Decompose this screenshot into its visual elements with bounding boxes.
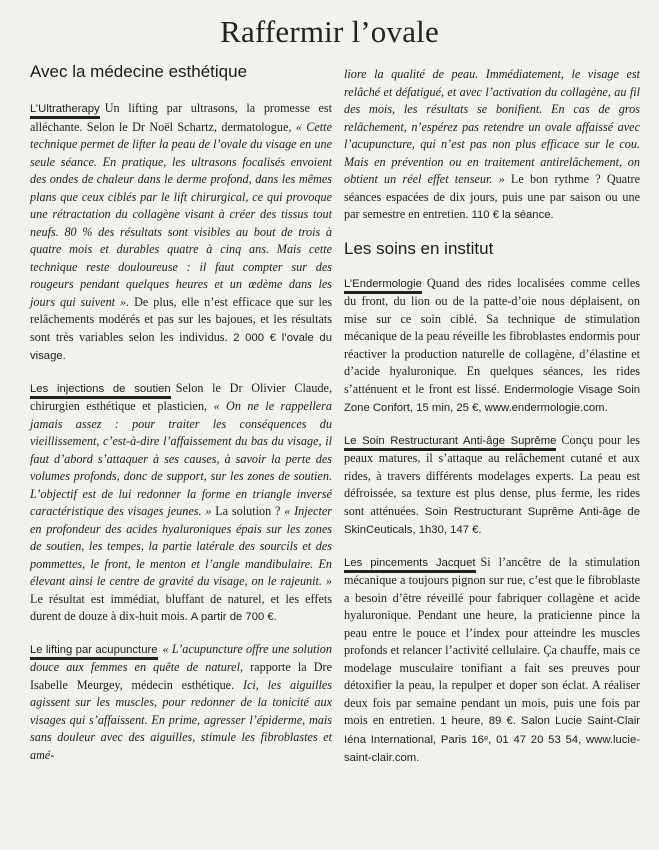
jacquet-text: Si l’ancêtre de la stimulation mécanique a toujours pignon sur rue, c’est que le fibroblaste a besoin d’être réveillé pour fabriquer collagène et acide hyaluronique. Pendant une heure, la praticienne pince la peau entre le pouce et l’index pour atteindre les muscles profonds et relancer l’activité cellulaire. Ça chauffe, mais ce modelage musculaire tonifiant a fait ses preuves pour détoxifier la peau, la repulper et doper son éclat. A réaliser deux fois par semaine pendant un mois, puis une fois par mois en entretien.: [344, 554, 640, 727]
page-title: Raffermir l’ovale: [220, 14, 439, 49]
section-heading-institut: Les soins en institut: [344, 238, 494, 258]
injections-quote-1: « On ne le rappellera jamais assez : pour traiter les conséquences du vieillissement, c’est-à-dire l’affaissement du bas du visage, il faut d’abord s’attaquer à ses causes, à savoir la perte des volumes profonds, donc de support, sur les zones de soutien. L’objectif est de lui redonner la forme en triangle inversé caractéristique des visages jeunes. »: [30, 399, 332, 518]
paragraph-ultratherapy: [30, 100, 332, 366]
paragraph-jacquet: [344, 554, 640, 768]
paragraph-soin-restructurant: [344, 432, 640, 540]
acupuncture-mid: rapporte la Dre Isabelle Meurgey, médecin esthétique.: [30, 660, 332, 692]
injections-rest: Le résultat est immédiat, bluffant de naturel, et les effets durent de douze à dix-huit mois.: [30, 591, 332, 623]
left-column: [30, 62, 332, 778]
acupuncture-price: 110 € la séance.: [471, 209, 554, 221]
ultratherapy-intro: Un lifting par ultrasons, la promesse est alléchante. Selon le Dr Noël Schartz, dermatologue,: [30, 101, 332, 134]
kicker-jacquet: Les pincements Jacquet: [344, 557, 476, 573]
kicker-injections: Les injections de soutien: [30, 383, 171, 399]
ultratherapy-rest: De plus, elle n’est efficace que sur les relâchements modérés et pas sur les bajoues, et les résultats sont très variables selon les individus.: [30, 294, 332, 344]
endermologie-text: Quand des rides localisées comme celles du front, du lion ou de la patte-d’oie nous déplaisent, on mise sur ce soin ciblé. Sa technique de stimulation mécanique de la peau réveille les fibroblastes endormis pour réactiver la production naturelle de collagène, d’élastine et d’acide hyaluronique. En quelques séances, les rides s’atténuent et le front est lissé.: [344, 275, 640, 396]
acupuncture-cont-quote: liore la qualité de peau. Immédiatement, le visage est relâché et défatigué, et avec l’activation du collagène, au fil des mois, les résultats se bonifient. En cas de gros relâchement, n’espérez pas retendre un ovale affaissé avec l’acupuncture, qui n’est pas non plus efficace sur le cou. Mais en prévention ou en traitement antirelâchement, on obtient un réel effet tenseur. »: [344, 67, 640, 186]
paragraph-endermologie: [344, 275, 640, 418]
injections-mid: La solution ?: [211, 504, 285, 518]
section-heading-medecine: Avec la médecine esthétique: [30, 62, 248, 81]
kicker-soin-restructurant: Le Soin Restructurant Anti-âge Suprême: [344, 435, 556, 451]
kicker-ultratherapy: L’Ultratherapy: [30, 103, 100, 119]
acupuncture-cont-rest: Le bon rythme ? Quatre séances espacées de dix jours, puis une par saison ou une par semestre en entretien.: [344, 172, 640, 221]
injections-quote-2: « Injecter en profondeur des acides hyaluroniques épais sur les zones de soutien, les tempes, la partie latérale des sourcils et des pommettes, le front, le menton et l’angle mandibulaire. En élevant ainsi le centre de gravité du visage, on le rajeunit. »: [30, 504, 332, 588]
soin-price: Soin Restructurant Suprême Anti-âge de SkinCeuticals, 1h30, 147 €.: [344, 505, 640, 536]
kicker-acupuncture: Le lifting par acupuncture: [30, 644, 158, 660]
kicker-endermologie: L’Endermologie: [344, 278, 422, 294]
jacquet-price: 1 heure, 89 €. Salon Lucie Saint-Clair Iéna International, Paris 16ᵉ, 01 47 20 53 54, www.lucie-saint-clair.com.: [344, 715, 640, 764]
ultratherapy-price: 2 000 € l’ovale du visage.: [30, 331, 332, 362]
endermologie-price: Endermologie Visage Soin Zone Confort, 15 min, 25 €, www.endermologie.com.: [344, 383, 640, 414]
injections-intro: Selon le Dr Olivier Claude, chirurgien esthétique et plasticien,: [30, 380, 332, 413]
paragraph-acupuncture-continued: [344, 66, 640, 225]
paragraph-injections: [30, 380, 332, 627]
soin-text: Conçu pour les peaux matures, il s’attaque au relâchement cutané et aux rides, à travers différents modelages experts. La peau est défroissée, sa texture est plus dense, plus ferme, les rides sont atténuées.: [344, 432, 640, 518]
acupuncture-quote-1: « L’acupuncture offre une solution douce aux femmes en quête de naturel,: [30, 641, 332, 674]
injections-price: A partir de 700 €.: [190, 611, 277, 623]
acupuncture-quote-2: Ici, les aiguilles agissent sur les muscles, pour redonner de la tonicité aux visages qui s’affaissent. En prime, agresser l’épiderme, mais sans douleur avec des aiguilles, stimule les fibroblastes et amé-: [30, 677, 332, 762]
ultratherapy-quote: « Cette technique permet de lifter la peau de l’ovale du visage en une seule séance. En pratique, les ultrasons focalisés envoient des ondes de chaleur dans le derme profond, dans les mêmes plans que ceux ciblés par le lift chirurgical, ce qui provoque une rétractation du collagène visant à créer des tissus tout neufs. 80 % des résultats sont visibles au bout de trois à quatre mois et durables quatre à cinq ans. Mais cette technique reste douloureuse : il faut compter sur des rougeurs pendant quelques heures et un œdème dans les jours qui suivent ».: [30, 119, 332, 309]
right-column: [344, 66, 640, 782]
paragraph-acupuncture: [30, 641, 332, 765]
